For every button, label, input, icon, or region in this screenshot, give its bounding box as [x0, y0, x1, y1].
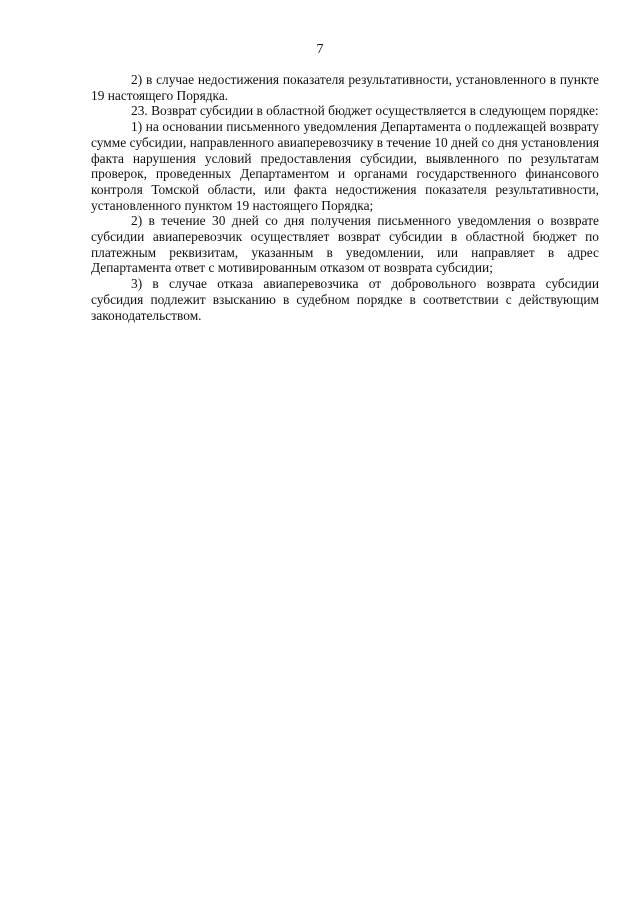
- paragraph-section-23: 23. Возврат субсидии в областной бюджет осуществляется в следующем порядке:: [131, 103, 599, 119]
- paragraph-item-1-notification: 1) на основании письменного уведомления Департамента о подлежащей возврату сумме субсидии, направленного авиаперевозчику в течение 10 дней со дня установления факта нарушения условий предоставления субсидии, выявленного по результатам проверок, проведенных Департаментом и органами государственного финансового контроля Томской области, или факта недостижения показателя результативности, установленного пунктом 19 настоящего Порядка;: [91, 119, 599, 213]
- paragraph-item-2-return: 2) в течение 30 дней со дня получения письменного уведомления о возврате субсидии авиаперевозчик осуществляет возврат субсидии в областной бюджет по платежным реквизитам, указанным в уведомлении, или направляет в адрес Департамента ответ с мотивированным отказом от возврата субсидии;: [91, 213, 599, 276]
- paragraph-item-3-court: 3) в случае отказа авиаперевозчика от добровольного возврата субсидии субсидия подлежит взысканию в судебном порядке в соответствии с действующим законодательством.: [91, 276, 599, 323]
- page-number: 7: [316, 42, 324, 57]
- document-body: [91, 72, 599, 323]
- paragraph-item-2-conclusion: 2) в случае недостижения показателя результативности, установленного в пункте 19 настоящего Порядка.: [91, 72, 599, 103]
